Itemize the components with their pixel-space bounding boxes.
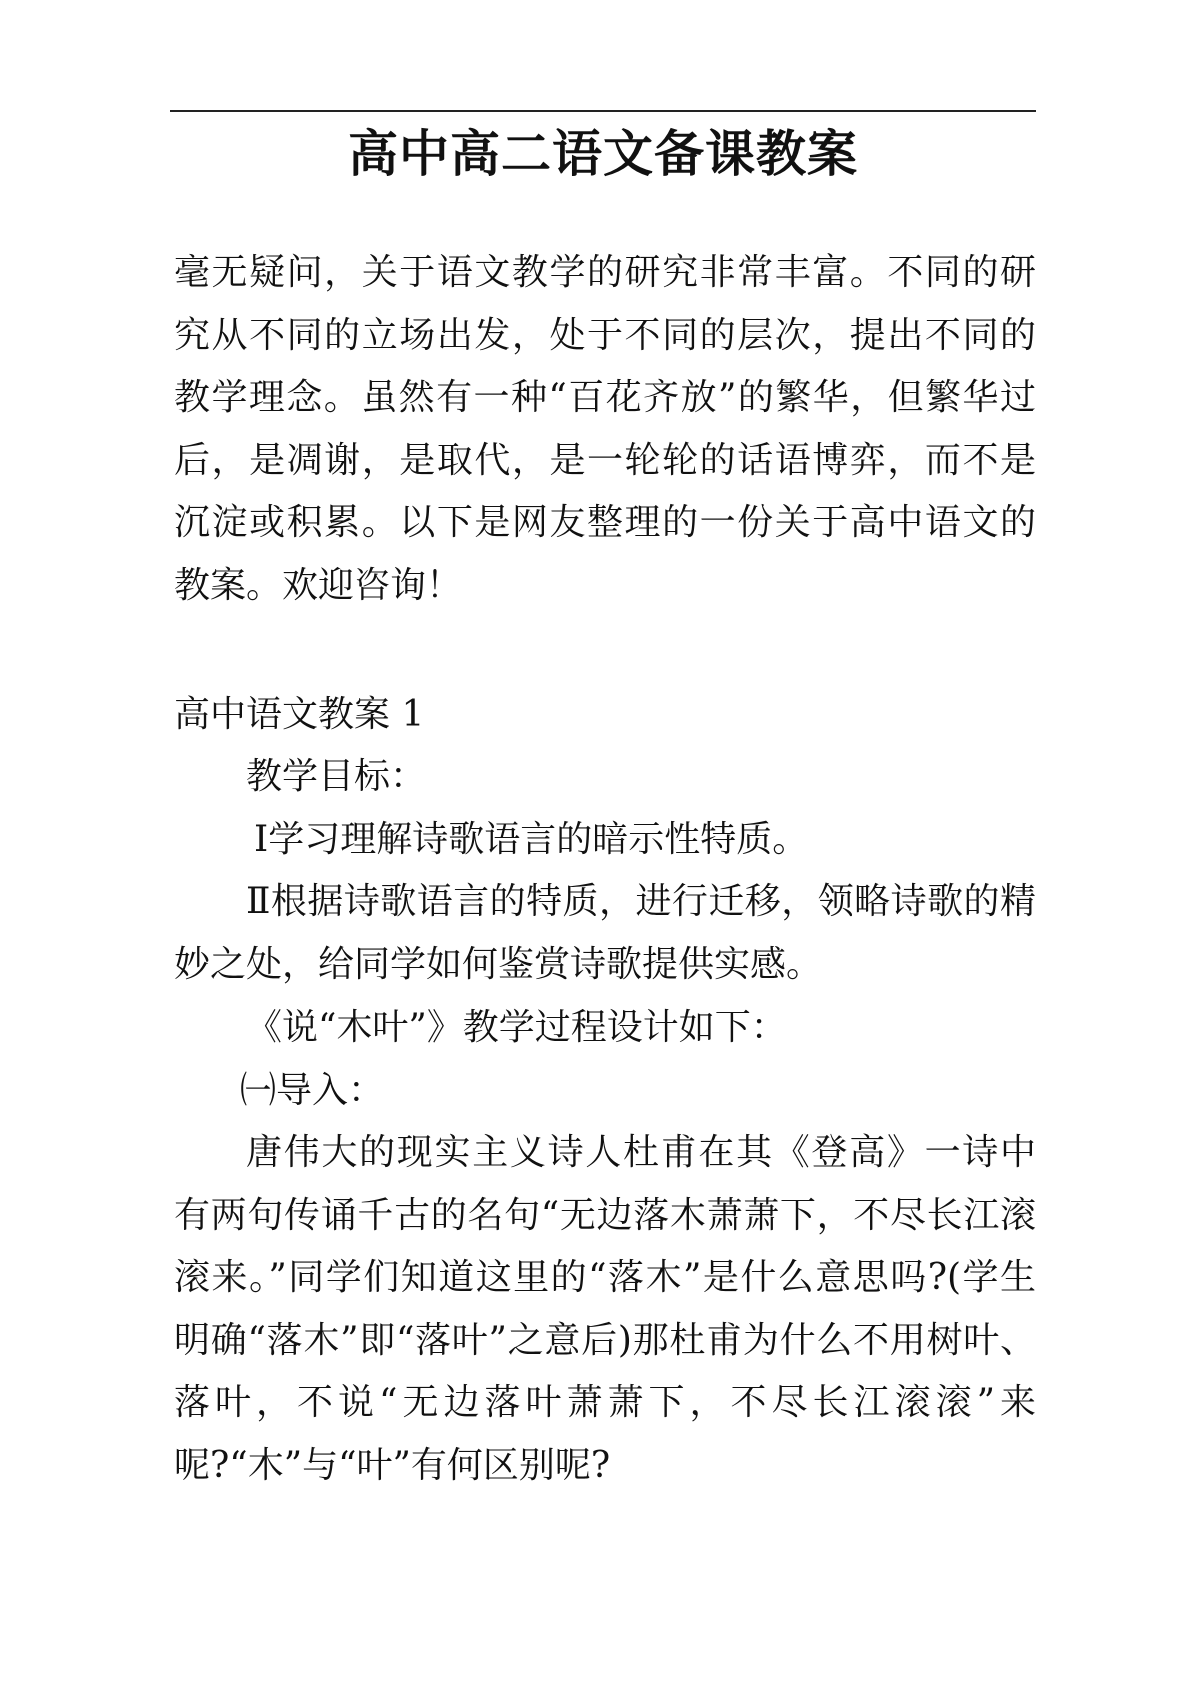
document-title: 高中高二语文备课教案 [348,124,858,183]
process-intro: 《说“木叶”》教学过程设计如下： [246,1007,787,1048]
objectives-label: 教学目标： [246,756,427,797]
body-paragraph: 唐伟大的现实主义诗人杜甫在其《登高》一诗中有两句传诵千古的名句“无边落木萧萧下，不尽长江滚滚来。”同学们知道这里的“落木”是什么意思吗?(学生明确“落木”即“落叶”之意后)那杜甫为什么不用树叶、落叶，不说“无边落叶萧萧下，不尽长江滚滚”来呢?“木”与“叶”有何区别呢? [174,1132,1036,1486]
objective-2: Ⅱ根据诗歌语言的特质，进行迁移，领略诗歌的精妙之处，给同学如何鉴赏诗歌提供实感。 [174,881,1036,985]
objective-1: Ⅰ学习理解诗歌语言的暗示性特质。 [254,819,809,860]
header-rule [170,110,1036,112]
intro-paragraph: 毫无疑问，关于语文教学的研究非常丰富。不同的研究从不同的立场出发，处于不同的层次，提出不同的教学理念。虽然有一种“百花齐放”的繁华，但繁华过后，是凋谢，是取代，是一轮轮的话语博弈，而不是沉淀或积累。以下是网友整理的一份关于高中语文的教案。欢迎咨询！ [174,252,1036,606]
section-heading: 高中语文教案 1 [174,694,425,735]
step-1-heading: ㈠导入： [240,1070,385,1111]
